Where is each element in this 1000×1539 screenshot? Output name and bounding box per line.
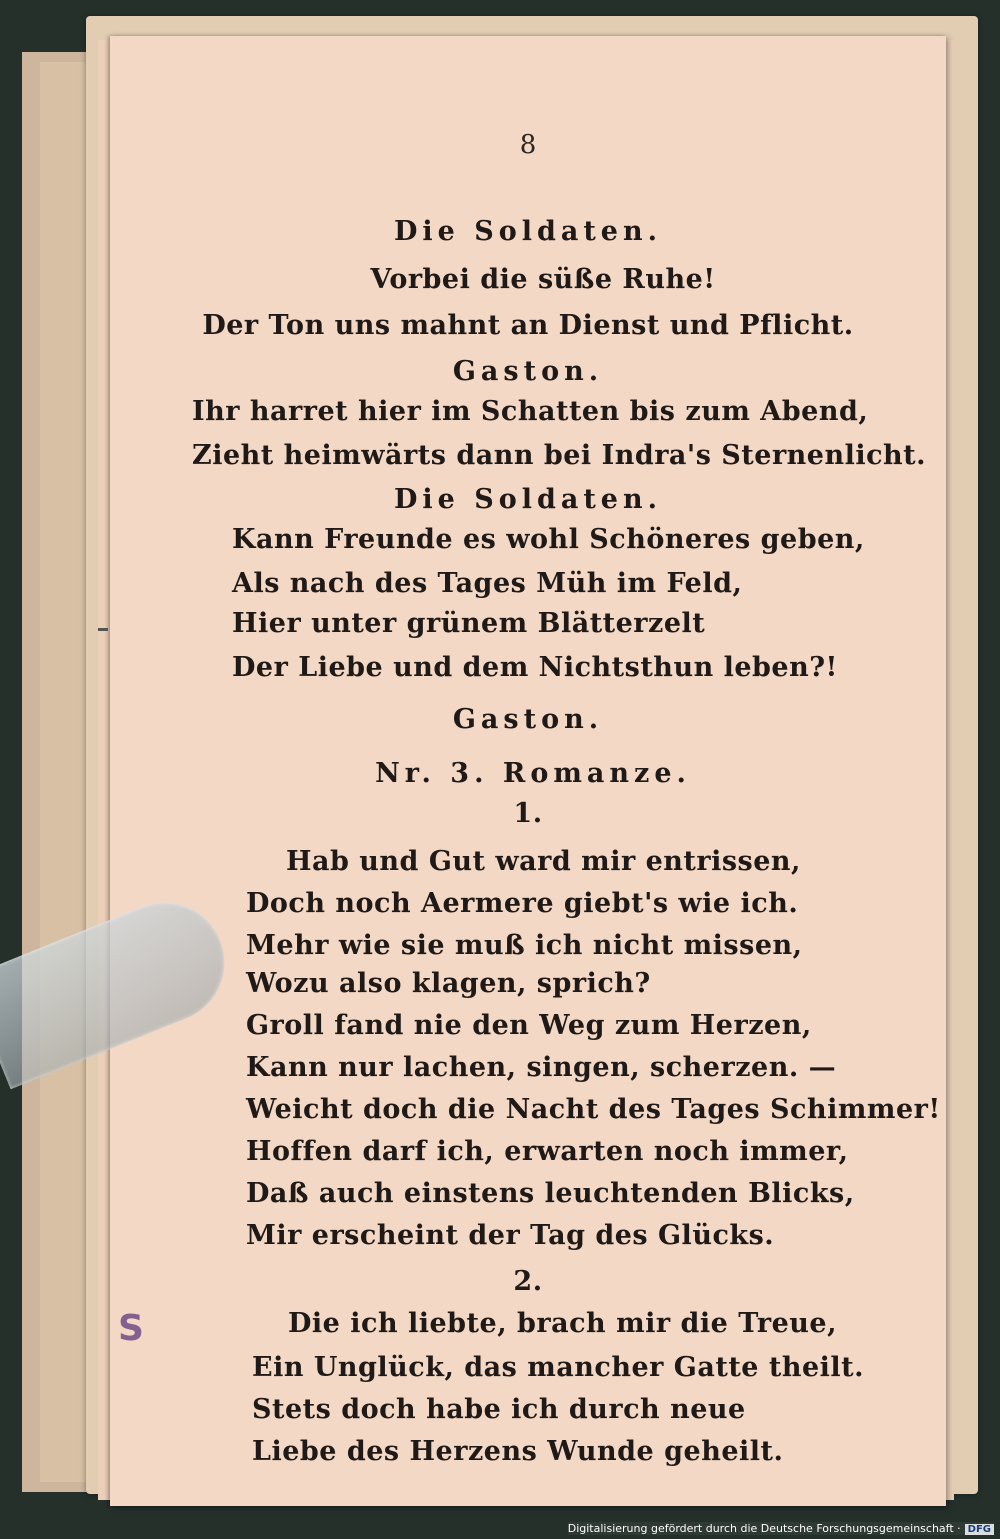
verse-line: Kann nur lachen, singen, scherzen. — [246,1052,837,1083]
verse-line: Doch noch Aermere giebt's wie ich. [246,888,799,919]
stanza-number: 1. [513,798,543,829]
verse-line: Zieht heimwärts dann bei Indra's Sternenlicht. [192,440,927,471]
verse-line: Der Liebe und dem Nichtsthun leben?! [232,652,838,683]
speaker-heading: Gaston. [452,704,604,735]
verse-line: Hab und Gut ward mir entrissen, [286,846,801,877]
verse-line: Kann Freunde es wohl Schöneres geben, [232,524,865,555]
verse-line: Hoffen darf ich, erwarten noch immer, [246,1136,849,1167]
verse-line: Vorbei die süße Ruhe! [370,264,716,295]
page-number: 8 [519,130,537,160]
library-stamp: S [118,1308,144,1349]
verse-line: Weicht doch die Nacht des Tages Schimmer! [246,1094,941,1125]
verse-line: Mehr wie sie muß ich nicht missen, [246,930,803,961]
verse-line: Daß auch einstens leuchtenden Blicks, [246,1178,855,1209]
dfg-logo: DFG [965,1524,994,1535]
verse-line: Als nach des Tages Müh im Feld, [232,568,743,599]
verse-line: Mir erscheint der Tag des Glücks. [246,1220,775,1251]
verse-line: Hier unter grünem Blätterzelt [232,608,706,639]
book-page [110,36,946,1506]
stanza-number: 2. [513,1266,543,1297]
verse-line: Der Ton uns mahnt an Dienst und Pflicht. [202,310,854,341]
speaker-heading: Die Soldaten. [393,484,663,515]
verse-line: Stets doch habe ich durch neue [252,1394,746,1425]
verse-line: Ein Unglück, das mancher Gatte theilt. [252,1352,865,1383]
verse-line: Liebe des Herzens Wunde geheilt. [252,1436,784,1467]
verse-line: Groll fand nie den Weg zum Herzen, [246,1010,812,1041]
speaker-heading: Gaston. [452,356,604,387]
verse-line: Wozu also klagen, sprich? [246,968,651,999]
digitization-footer [568,1522,994,1535]
verse-line: Ihr harret hier im Schatten bis zum Abend, [192,396,869,427]
speaker-heading: Die Soldaten. [393,216,663,247]
section-heading: Nr. 3. Romanze. [375,758,691,789]
footer-text: Digitalisierung gefördert durch die Deutsche Forschungsgemeinschaft · [567,1522,961,1535]
verse-line: Die ich liebte, brach mir die Treue, [288,1308,837,1339]
margin-mark [98,628,108,631]
